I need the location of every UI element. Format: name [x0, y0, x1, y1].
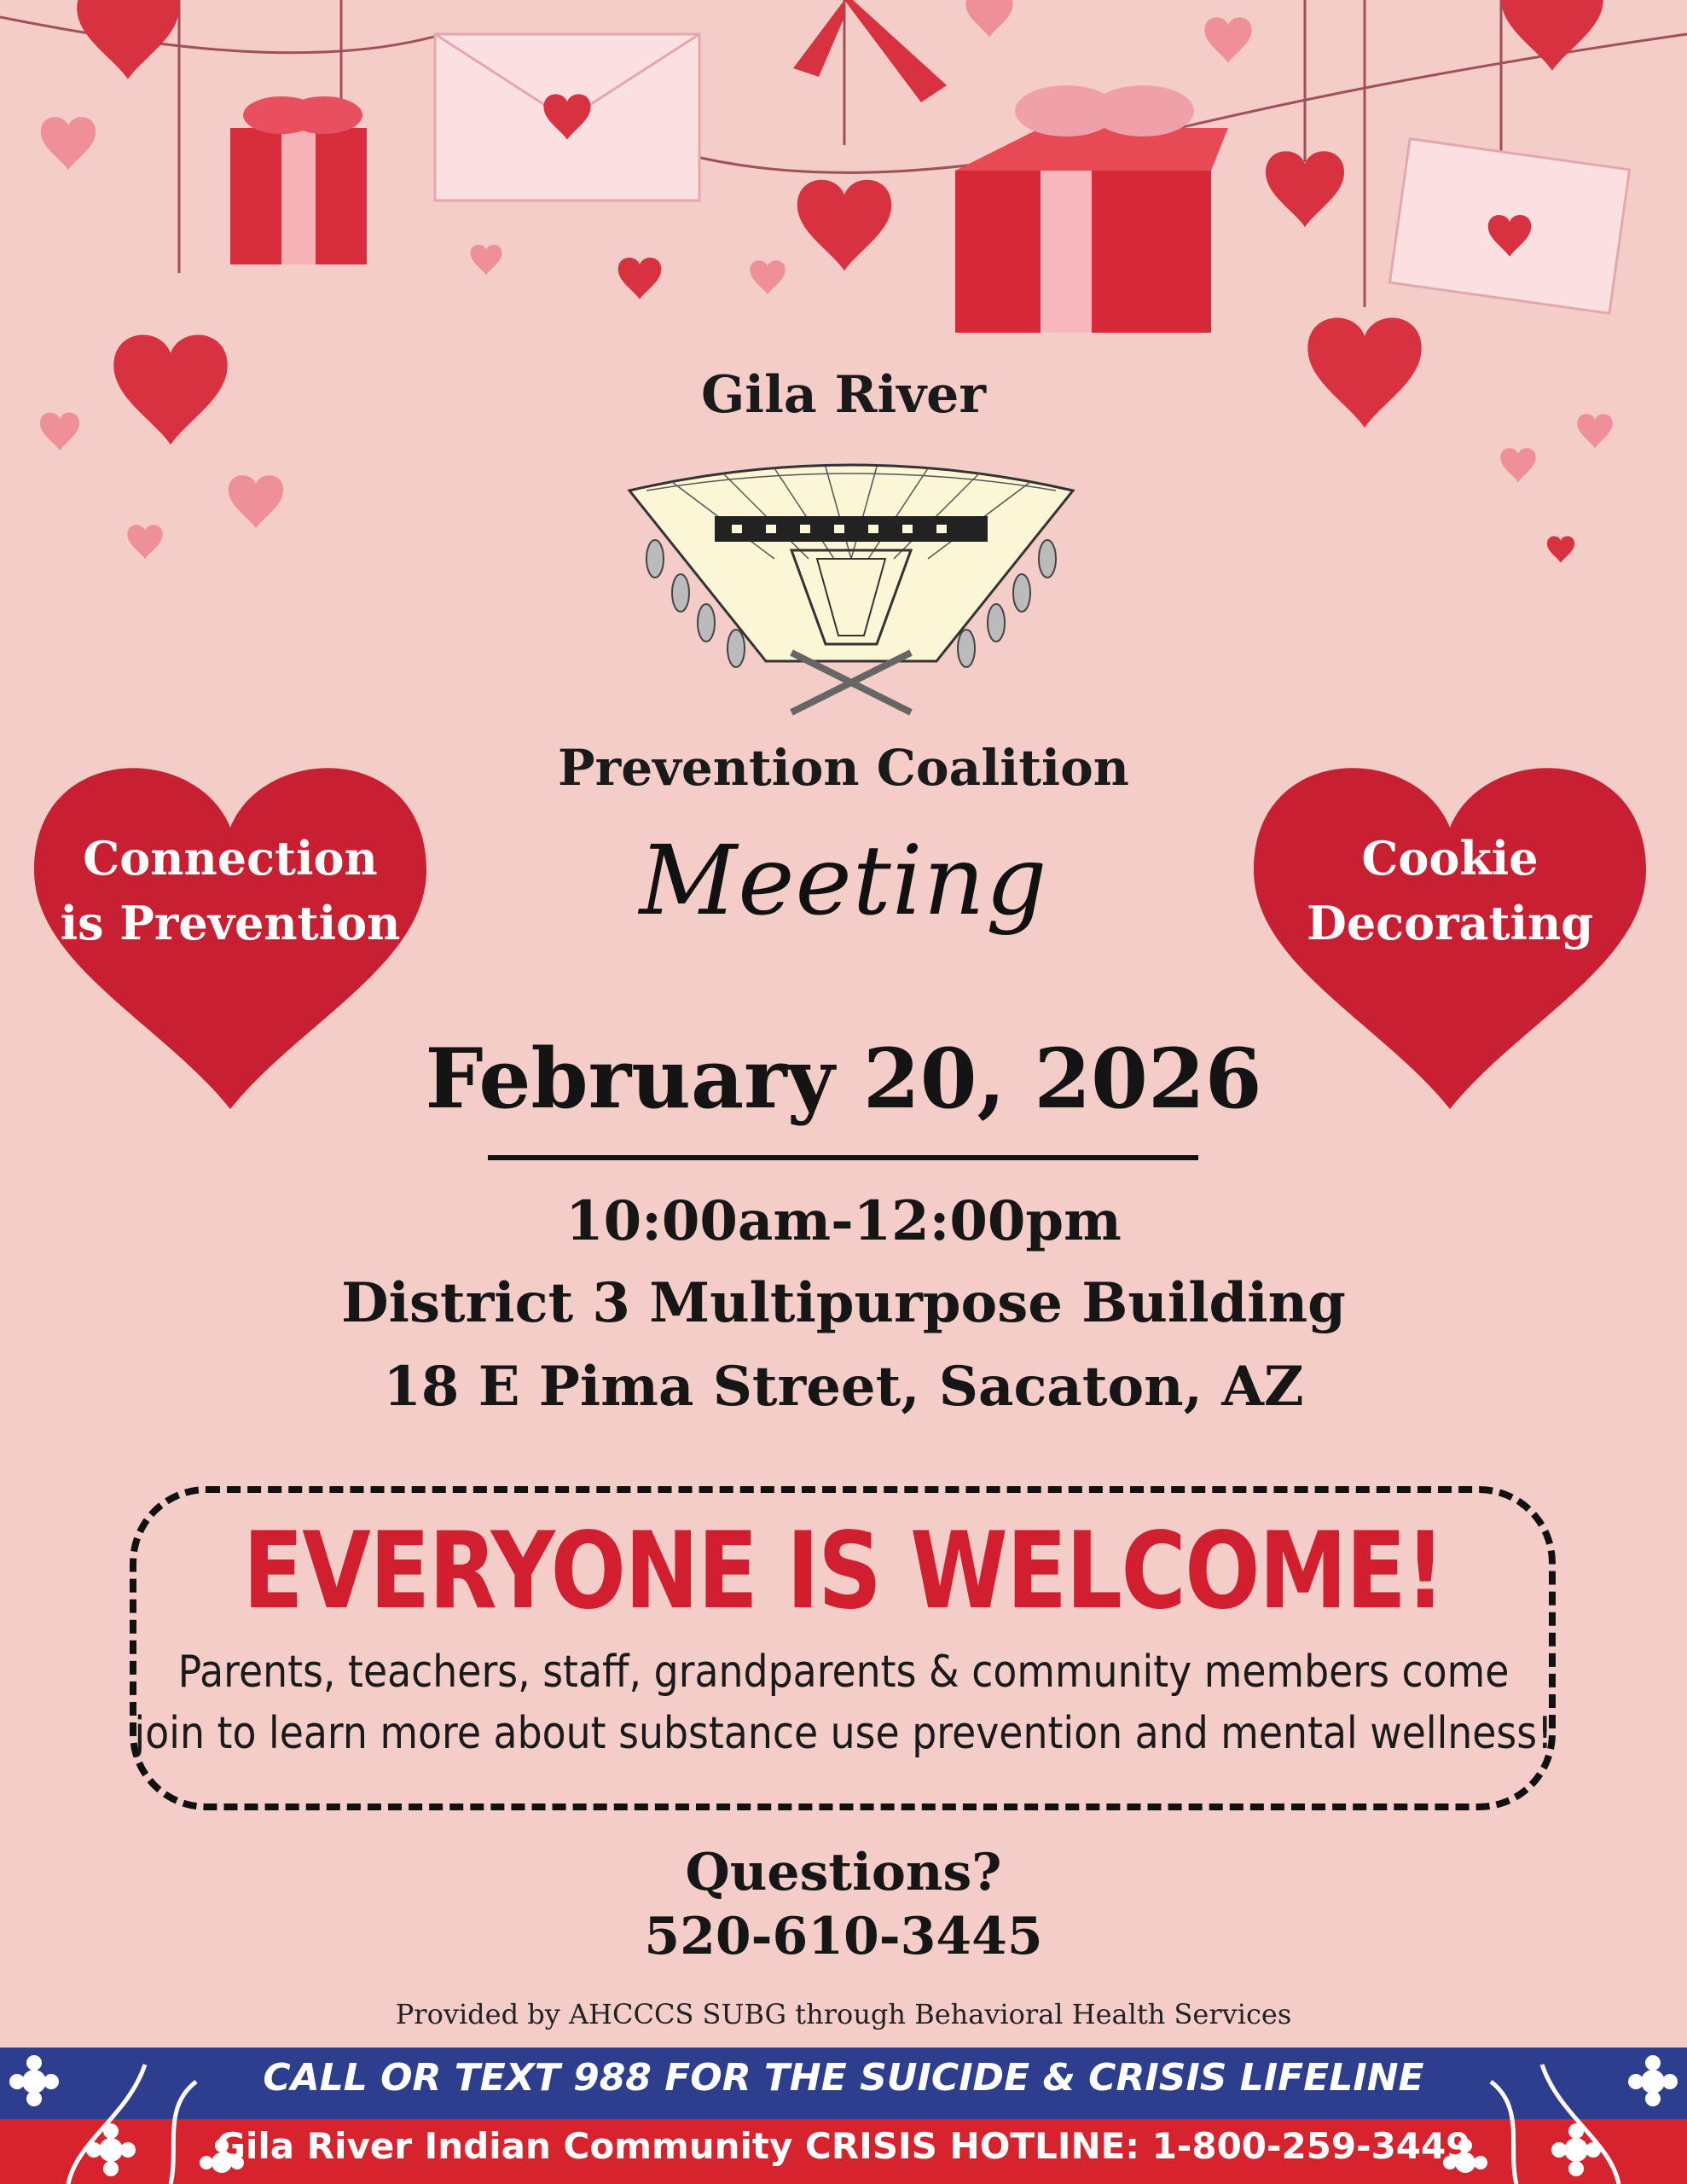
welcome-title: EVERYONE IS WELCOME! [242, 1510, 1445, 1633]
org-subtitle: Prevention Coalition [558, 739, 1129, 797]
questions-label: Questions? [685, 1843, 1002, 1902]
gift-box-icon [230, 96, 367, 264]
funding-credit: Provided by AHCCCS SUBG through Behavioral Health Services [395, 1998, 1292, 2030]
heart-badge-line: Connection [83, 831, 378, 886]
ribbon-bow-icon [793, 0, 947, 102]
envelope-icon [1389, 139, 1629, 314]
lifeline-text: CALL OR TEXT 988 FOR THE SUICIDE & CRISIS LIFELINE [263, 2056, 1424, 2100]
welcome-text-line: Parents, teachers, staff, grandparents & community members come [177, 1647, 1510, 1698]
event-date: February 20, 2026 [425, 1031, 1262, 1127]
event-address: 18 E Pima Street, Sacaton, AZ [383, 1355, 1304, 1419]
event-title: Meeting [639, 826, 1048, 937]
hotline-text: Gila River Indian Community CRISIS HOTLINE: 1-800-259-3449 [216, 2125, 1471, 2167]
coalition-fan-logo-icon [621, 456, 1081, 729]
heart-badge-line: Decorating [1307, 896, 1593, 950]
envelope-icon [435, 34, 699, 200]
contact-phone: 520-610-3445 [644, 1907, 1043, 1966]
gift-box-icon [955, 85, 1228, 333]
welcome-text-line: join to learn more about substance use prevention and mental wellness! [134, 1708, 1553, 1759]
heart-badge-line: Cookie [1361, 831, 1539, 886]
org-name: Gila River [701, 365, 986, 425]
date-divider [488, 1155, 1198, 1160]
event-place: District 3 Multipurpose Building [341, 1271, 1346, 1335]
event-time: 10:00am-12:00pm [565, 1189, 1122, 1253]
heart-badge-line: is Prevention [60, 896, 401, 950]
